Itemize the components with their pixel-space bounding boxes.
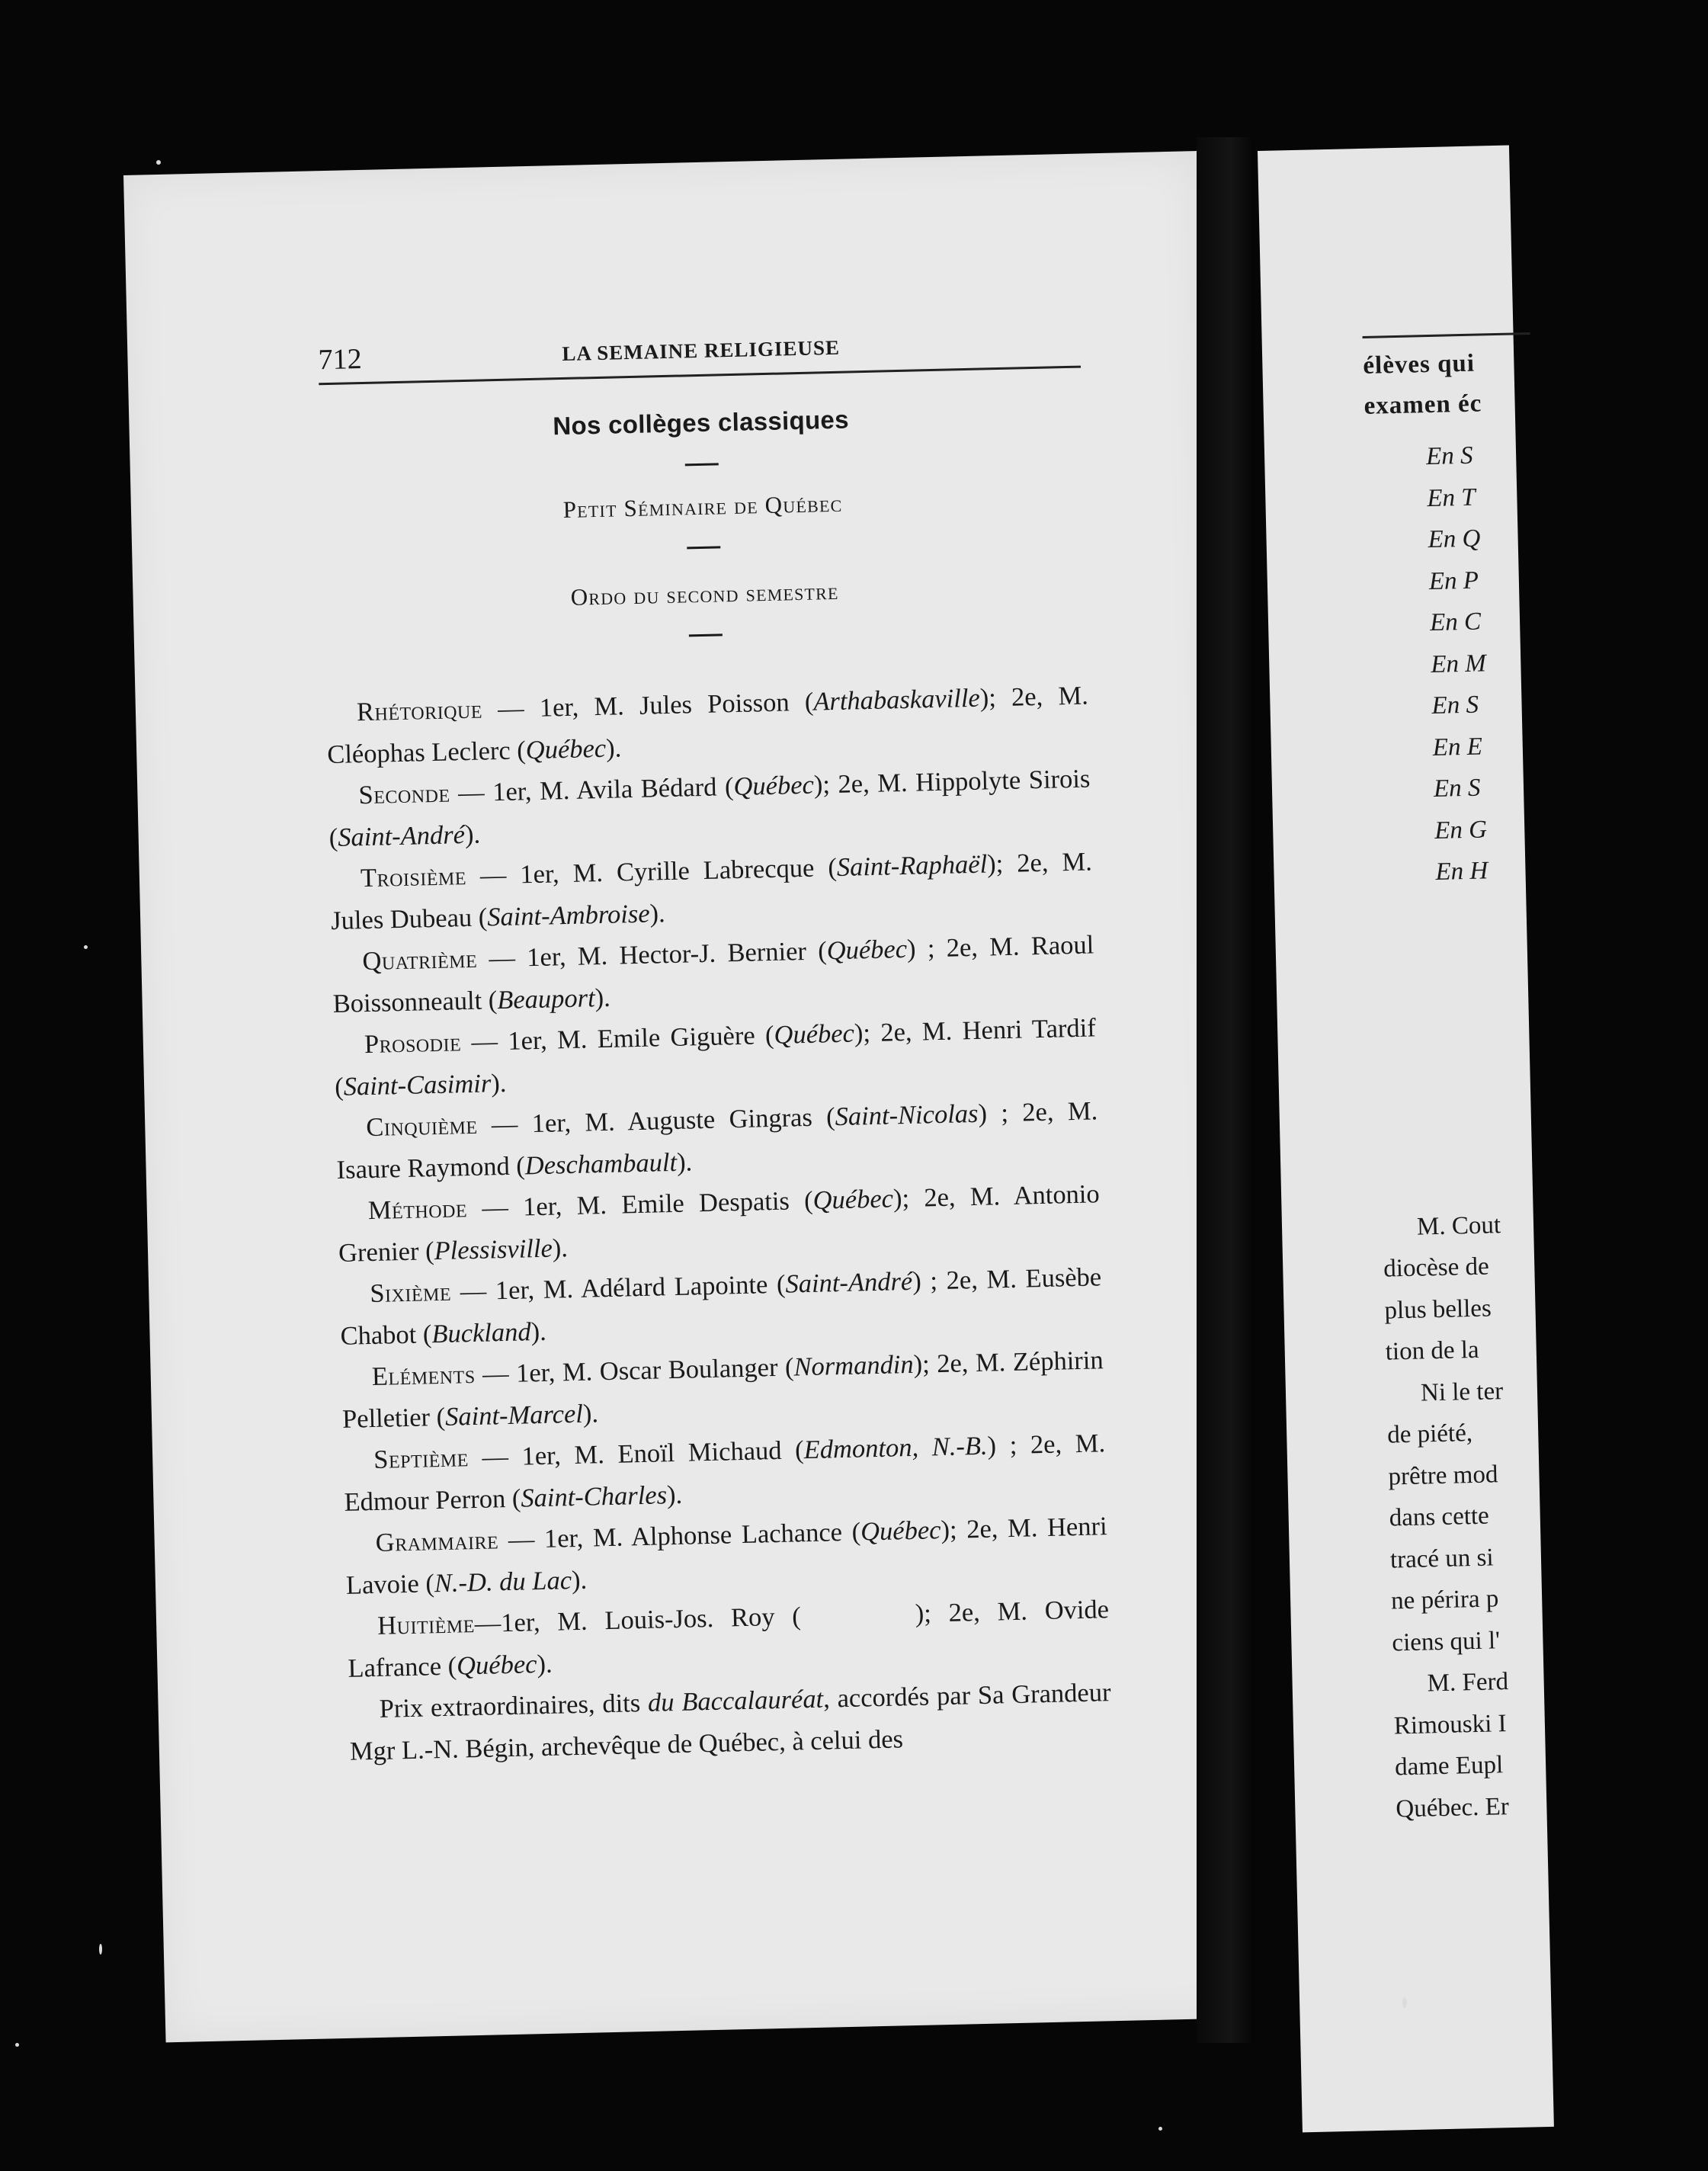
dust-speck: [1158, 2127, 1162, 2131]
place-name: Québec: [812, 1184, 894, 1215]
text-line: M. Ferd: [1427, 1668, 1509, 1698]
right-list: [1365, 431, 1680, 894]
place-name: Buckland: [431, 1316, 532, 1348]
class-rankings: [325, 675, 1112, 1772]
dust-speck: [84, 945, 88, 949]
journal-title: LA SEMAINE RELIGIEUSE: [562, 335, 841, 366]
list-item: En S: [1431, 691, 1479, 720]
place-name: Edmonton, N.-B.: [803, 1431, 988, 1465]
dust-speck: [99, 1944, 102, 1955]
text-line: plus belles: [1384, 1294, 1492, 1325]
text-line: ciens qui l': [1392, 1626, 1501, 1656]
text-line: diocèse de: [1383, 1252, 1490, 1283]
dust-speck: [1402, 1997, 1407, 2008]
ranking-entry: Rhétorique — 1er, M. Jules Poisson (Arthabaskaville); 2e, M. Cléophas Leclerc (Québec).: [326, 681, 1089, 769]
place-name: Normandin: [793, 1349, 915, 1382]
place-name: Saint-Ambroise: [486, 899, 650, 932]
place-name: Québec: [456, 1649, 537, 1681]
text-line: Québec. Er: [1395, 1792, 1510, 1823]
left-page-content: [318, 320, 1112, 1772]
list-item: En T: [1426, 483, 1476, 512]
ranking-entry: Méthode — 1er, M. Emile Despatis (Québec); 2e, M. Antonio Grenier (Plessisville).: [338, 1179, 1101, 1268]
ranking-entry: Cinquième — 1er, M. Auguste Gingras (Saint-Nicolas) ; 2e, M. Isaure Raymond (Deschambault).: [336, 1096, 1098, 1185]
class-name: Méthode: [367, 1194, 468, 1226]
place-name: Beauport: [496, 983, 596, 1015]
place-name: Saint-Charles: [520, 1480, 668, 1513]
divider: [687, 546, 720, 549]
text-line: élèves qui: [1363, 349, 1476, 380]
place-name: Québec: [733, 770, 815, 802]
article-subtitle: Petit Séminaire de Québec: [562, 489, 843, 524]
right-page-content: [1358, 142, 1701, 1830]
text-line: dame Eupl: [1394, 1751, 1504, 1781]
ranking-entry: Sixième — 1er, M. Adélard Lapointe (Saint-André) ; 2e, M. Eusèbe Chabot (Buckland).: [340, 1262, 1102, 1351]
text-line: Rimouski I: [1393, 1709, 1507, 1740]
list-item: En H: [1435, 857, 1488, 886]
ranking-entry: Huitième—1er, M. Louis-Jos. Roy ( ); 2e, M. Ovide Lafrance (Québec).: [348, 1595, 1110, 1683]
text-line: tion de la: [1385, 1336, 1479, 1366]
closing-paragraph: Prix extraordinaires, dits du Baccalauréat, accordés par Sa Grandeur Mgr L.-N. Bégin, archevêque de Québec, à celui des: [349, 1678, 1111, 1766]
right-top-lines: [1363, 339, 1669, 427]
class-name: Troisième: [360, 861, 467, 893]
text-line: M. Cout: [1416, 1211, 1501, 1241]
ranking-entry: Eléments — 1er, M. Oscar Boulanger (Normandin); 2e, M. Zéphirin Pelletier (Saint-Marcel).: [341, 1345, 1104, 1434]
divider: [685, 463, 719, 466]
list-item: En Q: [1428, 524, 1481, 554]
class-name: Septième: [373, 1443, 469, 1474]
blank-space: [801, 1622, 915, 1624]
place-name: Québec: [774, 1018, 855, 1050]
list-item: En G: [1434, 815, 1488, 845]
class-name: Seconde: [358, 778, 450, 810]
class-name: Cinquième: [365, 1110, 478, 1143]
class-name: Eléments: [371, 1359, 476, 1392]
list-item: En E: [1432, 733, 1483, 762]
place-name: Québec: [525, 733, 607, 765]
list-item: En M: [1430, 649, 1487, 678]
place-name: N.-D. du Lac: [434, 1565, 572, 1598]
place-name: Arthabaskaville: [812, 683, 981, 717]
prize-name: du Baccalauréat: [647, 1684, 824, 1717]
header-rule: [1363, 332, 1530, 338]
list-item: En S: [1433, 774, 1481, 803]
ranking-entry: Prosodie — 1er, M. Emile Giguère (Québec); 2e, M. Henri Tardif (Saint-Casimir).: [334, 1013, 1097, 1102]
text-line: prêtre mod: [1388, 1460, 1498, 1491]
dust-speck: [15, 2043, 19, 2047]
right-bottom-lines: [1382, 1200, 1700, 1829]
list-item: En C: [1429, 608, 1482, 637]
text-line: examen éc: [1364, 390, 1482, 420]
page-number: 712: [318, 342, 363, 377]
place-name: Québec: [860, 1515, 941, 1547]
text-line: de piété,: [1386, 1419, 1473, 1449]
place-name: Saint-Marcel: [444, 1399, 584, 1432]
ranking-entry: Troisième — 1er, M. Cyrille Labrecque (Saint-Raphaël); 2e, M. Jules Dubeau (Saint-Ambroise).: [330, 847, 1093, 935]
place-name: Saint-Casimir: [343, 1068, 492, 1102]
section-heading: Ordo du second semestre: [570, 577, 839, 611]
class-name: Quatrième: [362, 944, 478, 976]
list-item: En P: [1428, 566, 1479, 595]
place-name: Saint-André: [785, 1266, 913, 1299]
text-line: dans cette: [1389, 1502, 1490, 1532]
right-page: [1258, 146, 1554, 2133]
place-name: Saint-André: [337, 819, 466, 852]
text-line: Ni le ter: [1420, 1377, 1504, 1407]
article-title: Nos collèges classiques: [552, 405, 850, 441]
class-name: Rhétorique: [356, 694, 483, 727]
running-header: [318, 320, 1081, 386]
list-item: En S: [1425, 441, 1473, 471]
class-name: Sixième: [369, 1277, 452, 1309]
place-name: Québec: [826, 934, 908, 966]
text-line: ne périra p: [1390, 1585, 1499, 1615]
book-gutter: [1197, 137, 1254, 2043]
text-line: tracé un si: [1389, 1543, 1494, 1574]
place-name: Saint-Nicolas: [835, 1098, 979, 1132]
place-name: Saint-Raphaël: [836, 849, 988, 882]
divider: [689, 633, 723, 637]
place-name: Plessisville: [434, 1233, 553, 1265]
ranking-entry: Grammaire — 1er, M. Alphonse Lachance (Québec); 2e, M. Henri Lavoie (N.-D. du Lac).: [345, 1512, 1107, 1600]
left-page: [123, 151, 1240, 2042]
dust-speck: [156, 160, 161, 165]
place-name: Deschambault: [524, 1147, 678, 1180]
class-name: Grammaire: [375, 1525, 499, 1557]
ranking-entry: Quatrième — 1er, M. Hector-J. Bernier (Québec) ; 2e, M. Raoul Boissonneault (Beauport).: [332, 930, 1094, 1018]
class-name: Huitième: [377, 1609, 476, 1640]
ranking-entry: Septième — 1er, M. Enoïl Michaud (Edmonton, N.-B.) ; 2e, M. Edmour Perron (Saint-Charles).: [344, 1429, 1106, 1517]
ranking-entry: Seconde — 1er, M. Avila Bédard (Québec); 2e, M. Hippolyte Sirois (Saint-André).: [328, 764, 1091, 852]
class-name: Prosodie: [364, 1028, 462, 1060]
